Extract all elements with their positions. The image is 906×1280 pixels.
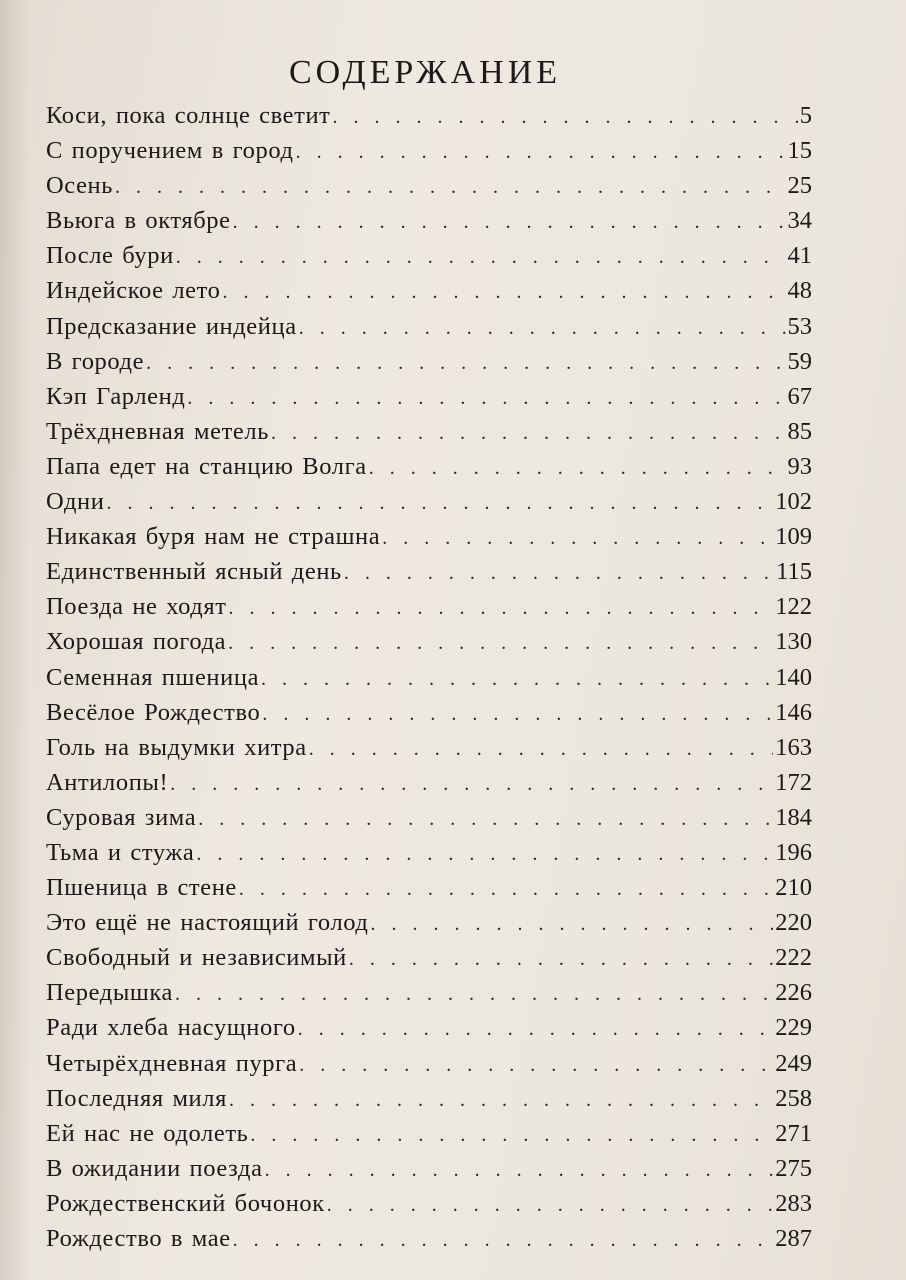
- toc-entry-page-number: 67: [787, 382, 812, 410]
- toc-entry-page-number: 25: [787, 172, 812, 200]
- dot-leader: [233, 1223, 774, 1258]
- toc-entry: [46, 449, 812, 484]
- table-of-contents: [46, 98, 812, 1256]
- toc-entry: [46, 344, 812, 379]
- toc-entry: [46, 1010, 812, 1045]
- toc-entry-page-number: 85: [787, 417, 812, 445]
- toc-entry-page-number: 220: [775, 909, 812, 937]
- toc-entry: [46, 730, 812, 765]
- dot-leader: [332, 100, 797, 135]
- toc-entry-title: Трёхдневная метель: [46, 417, 269, 445]
- toc-entry-page-number: 41: [787, 242, 812, 270]
- dot-leader: [250, 1118, 773, 1153]
- toc-entry-title: После бури: [46, 242, 174, 270]
- toc-entry-title: Пшеница в стене: [46, 874, 237, 902]
- toc-entry-page-number: 258: [775, 1084, 812, 1112]
- toc-entry-title: Индейское лето: [46, 277, 221, 305]
- toc-entry-title: Антилопы!: [46, 768, 169, 796]
- toc-entry: [46, 519, 812, 554]
- toc-entry-page-number: 172: [775, 768, 812, 796]
- toc-entry-page-number: 210: [775, 874, 812, 902]
- toc-entry-page-number: 59: [787, 347, 812, 375]
- toc-entry-title: Хорошая погода: [46, 628, 227, 656]
- dot-leader: [296, 135, 786, 170]
- dot-leader: [344, 556, 774, 591]
- dot-leader: [261, 662, 773, 697]
- toc-entry-title: Это ещё не настоящий голод: [46, 909, 369, 937]
- toc-entry: [46, 765, 812, 800]
- toc-entry-title: Свободный и независимый: [46, 944, 347, 972]
- toc-entry-title: Кэп Гарленд: [46, 382, 186, 410]
- toc-entry-title: С поручением в город: [46, 137, 294, 165]
- toc-entry: [46, 624, 812, 659]
- toc-entry-page-number: 130: [775, 628, 812, 656]
- toc-entry-page-number: 122: [775, 593, 812, 621]
- toc-entry-page-number: 249: [775, 1049, 812, 1077]
- toc-entry-title: В ожидании поезда: [46, 1154, 263, 1182]
- toc-entry-title: Четырёхдневная пурга: [46, 1049, 298, 1077]
- toc-entry-title: Папа едет на станцию Волга: [46, 452, 367, 480]
- toc-entry: [46, 379, 812, 414]
- toc-entry-title: Семенная пшеница: [46, 663, 260, 691]
- toc-entry-page-number: 196: [775, 838, 812, 866]
- toc-entry: [46, 554, 812, 589]
- toc-entry-page-number: 48: [787, 277, 812, 305]
- toc-entry: [46, 660, 812, 695]
- toc-entry: [46, 1046, 812, 1081]
- toc-entry: [46, 309, 812, 344]
- toc-entry: [46, 589, 812, 624]
- dot-leader: [229, 591, 774, 626]
- toc-entry: [46, 800, 812, 835]
- toc-entry-title: Поезда не ходят: [46, 593, 227, 621]
- toc-entry-page-number: 53: [787, 312, 812, 340]
- toc-entry-title: Рождественский бочонок: [46, 1189, 325, 1217]
- toc-entry: [46, 835, 812, 870]
- toc-entry-page-number: 115: [776, 558, 812, 586]
- toc-entry-title: Коси, пока солнце светит: [46, 102, 331, 129]
- dot-leader: [187, 381, 785, 416]
- toc-entry: [46, 168, 812, 203]
- dot-leader: [175, 977, 773, 1012]
- toc-entry-page-number: 93: [787, 452, 812, 480]
- toc-entry-title: Суровая зима: [46, 803, 197, 831]
- dot-leader: [349, 942, 773, 977]
- toc-entry-page-number: 275: [775, 1154, 812, 1182]
- toc-entry-page-number: 140: [775, 663, 812, 691]
- toc-entry-page-number: 271: [775, 1119, 812, 1147]
- toc-entry: [46, 414, 812, 449]
- toc-entry: [46, 695, 812, 730]
- dot-leader: [299, 311, 786, 346]
- toc-entry-title: Весёлое Рождество: [46, 698, 261, 726]
- toc-entry-page-number: 283: [775, 1189, 812, 1217]
- toc-entry-page-number: 109: [775, 523, 812, 551]
- dot-leader: [106, 486, 773, 521]
- dot-leader: [327, 1188, 773, 1223]
- dot-leader: [222, 275, 785, 310]
- toc-entry-page-number: 287: [775, 1225, 812, 1252]
- dot-leader: [271, 416, 786, 451]
- toc-entry-title: Голь на выдумки хитра: [46, 733, 307, 761]
- dot-leader: [146, 346, 785, 381]
- toc-entry: [46, 273, 812, 308]
- toc-entry: [46, 203, 812, 238]
- toc-entry-title: Передышка: [46, 979, 173, 1007]
- toc-entry: [46, 238, 812, 273]
- toc-entry: [46, 1151, 812, 1186]
- toc-entry-title: Ради хлеба насущного: [46, 1014, 296, 1042]
- dot-leader: [170, 767, 773, 802]
- dot-leader: [265, 1153, 774, 1188]
- toc-entry: [46, 905, 812, 940]
- toc-entry-title: Одни: [46, 488, 105, 516]
- toc-entry-page-number: 222: [775, 944, 812, 972]
- toc-entry: [46, 1116, 812, 1151]
- toc-entry-page-number: 229: [775, 1014, 812, 1042]
- dot-leader: [371, 907, 774, 942]
- toc-entry-title: Последняя миля: [46, 1084, 227, 1112]
- toc-entry: [46, 1221, 812, 1256]
- toc-entry-page-number: 146: [775, 698, 812, 726]
- dot-leader: [198, 802, 773, 837]
- toc-entry: [46, 940, 812, 975]
- toc-entry: [46, 484, 812, 519]
- toc-entry-title: Никакая буря нам не страшна: [46, 523, 381, 551]
- toc-entry-title: Предсказание индейца: [46, 312, 297, 340]
- toc-entry: [46, 133, 812, 168]
- toc-entry-title: Ей нас не одолеть: [46, 1119, 249, 1147]
- toc-entry-page-number: 5: [799, 102, 812, 129]
- toc-entry: [46, 975, 812, 1010]
- dot-leader: [382, 521, 773, 556]
- dot-leader: [239, 872, 773, 907]
- dot-leader: [298, 1012, 774, 1047]
- page-shadow: [0, 0, 30, 1280]
- toc-entry-page-number: 102: [775, 488, 812, 516]
- toc-entry: [46, 1081, 812, 1116]
- toc-entry-title: Единственный ясный день: [46, 558, 342, 586]
- toc-entry: [46, 1186, 812, 1221]
- page-title: СОДЕРЖАНИЕ: [288, 53, 562, 91]
- toc-entry-title: Осень: [46, 172, 114, 200]
- toc-entry-page-number: 184: [775, 803, 812, 831]
- dot-leader: [299, 1048, 773, 1083]
- dot-leader: [262, 697, 773, 732]
- toc-entry-page-number: 34: [787, 207, 812, 235]
- dot-leader: [309, 732, 774, 767]
- dot-leader: [233, 205, 786, 240]
- dot-leader: [115, 170, 785, 205]
- toc-entry-title: В городе: [46, 347, 145, 375]
- dot-leader: [196, 837, 773, 872]
- toc-entry-title: Рождество в мае: [46, 1225, 231, 1252]
- toc-entry-page-number: 15: [787, 137, 812, 165]
- dot-leader: [229, 1083, 773, 1118]
- dot-leader: [228, 626, 773, 661]
- toc-entry-title: Тьма и стужа: [46, 838, 195, 866]
- dot-leader: [369, 451, 786, 486]
- toc-entry-page-number: 226: [775, 979, 812, 1007]
- toc-entry: [46, 98, 812, 133]
- toc-entry: [46, 870, 812, 905]
- toc-entry-title: Вьюга в октябре: [46, 207, 231, 235]
- dot-leader: [176, 240, 786, 275]
- toc-entry-page-number: 163: [775, 733, 812, 761]
